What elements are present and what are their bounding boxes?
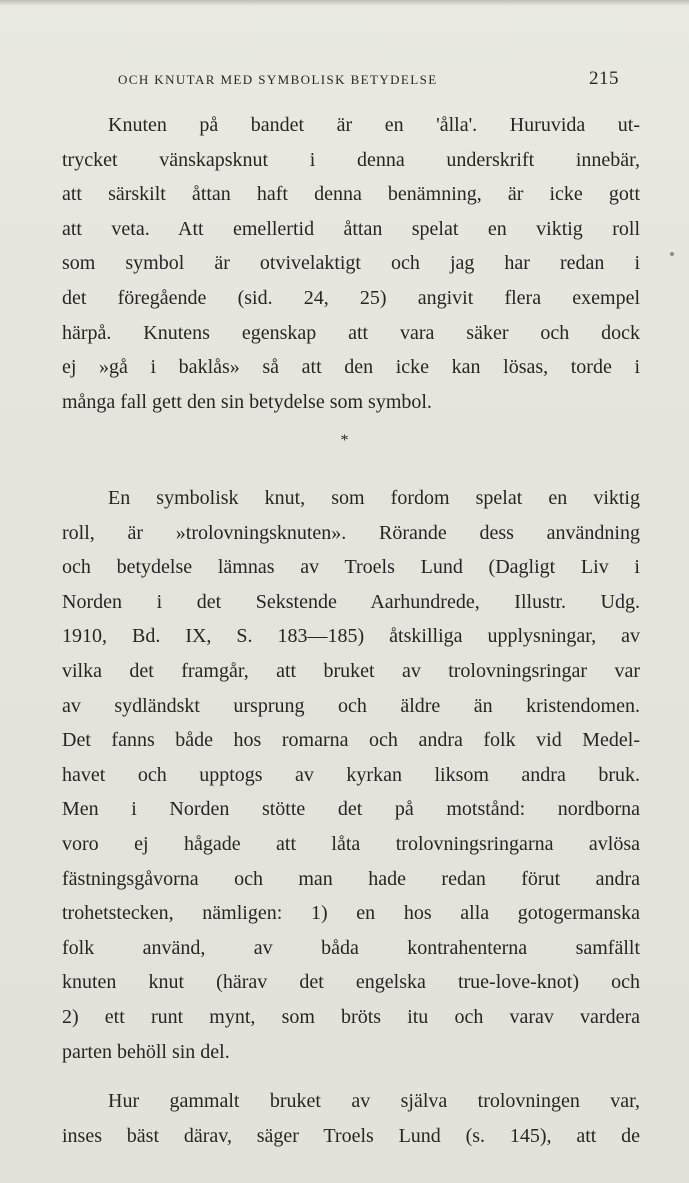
running-title: OCH KNUTAR MED SYMBOLISK BETYDELSE: [118, 72, 438, 87]
text-line: Norden i det Sekstende Aarhundrede, Illustr. Udg.: [62, 590, 640, 613]
text-line: att särskilt åttan haft denna benämning, är icke gott: [62, 183, 640, 206]
text-line: 1910, Bd. IX, S. 183—185) åtskilliga upplysningar, av: [62, 625, 640, 648]
text-line: parten behöll sin del.: [62, 1040, 230, 1063]
text-line: Det fanns både hos romarna och andra folk vid Medel-: [62, 729, 640, 752]
text-line: folk använd, av båda kontrahenterna samfällt: [62, 936, 640, 959]
text-line: inses bäst därav, säger Troels Lund (s. 145), att de: [62, 1124, 640, 1147]
paragraph-3: [62, 1084, 640, 1153]
text-line: det föregående (sid. 24, 25) angivit flera exempel: [62, 286, 640, 309]
paragraph-2: [62, 481, 640, 1069]
text-line: 2) ett runt mynt, som bröts itu och varav vardera: [62, 1005, 640, 1028]
text-line: voro ej hågade att låta trolovningsringarna avlösa: [62, 832, 640, 855]
text-line: Hur gammalt bruket av själva trolovningen var,: [108, 1090, 640, 1112]
text-line: ej »gå i baklås» så att den icke kan lösas, torde i: [62, 356, 640, 379]
page-number: 215: [589, 68, 619, 89]
text-line: Men i Norden stötte det på motstånd: nordborna: [62, 798, 640, 821]
section-separator-asterisk: *: [340, 432, 349, 449]
text-line: som symbol är otvivelaktigt och jag har redan i: [62, 252, 640, 275]
text-line: En symbolisk knut, som fordom spelat en viktig: [108, 487, 640, 509]
text-line: av sydländskt ursprung och äldre än kristendomen.: [62, 694, 640, 717]
text-line: Knuten på bandet är en 'ålla'. Huruvida ut-: [108, 114, 640, 136]
text-line: knuten knut (härav det engelska true-love-knot) och: [62, 971, 640, 994]
paragraph-1: [62, 108, 640, 419]
running-head: [62, 70, 627, 96]
page-top-shadow: [0, 0, 689, 6]
text-line: roll, är »trolovningsknuten». Rörande dess användning: [62, 521, 640, 544]
text-line: fästningsgåvorna och man hade redan förut andra: [62, 867, 640, 890]
text-line: trohetstecken, nämligen: 1) en hos alla gotogermanska: [62, 902, 640, 925]
text-line: härpå. Knutens egenskap att vara säker och dock: [62, 321, 640, 344]
scan-speck: [670, 252, 674, 256]
text-line: och betydelse lämnas av Troels Lund (Dagligt Liv i: [62, 556, 640, 579]
text-line: många fall gett den sin betydelse som symbol.: [62, 390, 432, 413]
text-line: havet och upptogs av kyrkan liksom andra bruk.: [62, 763, 640, 786]
text-line: trycket vänskapsknut i denna underskrift innebär,: [62, 148, 640, 171]
text-line: att veta. Att emellertid åttan spelat en viktig roll: [62, 217, 640, 240]
text-line: vilka det framgår, att bruket av trolovningsringar var: [62, 659, 640, 682]
